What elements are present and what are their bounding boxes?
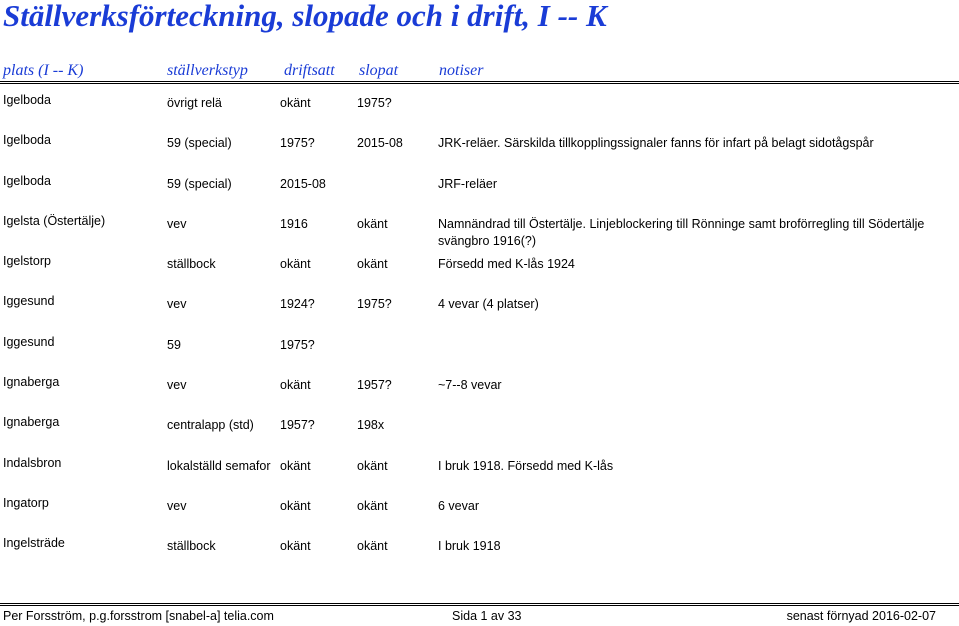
footer-updated: senast förnyad 2016-02-07 [786, 609, 936, 623]
cell-place: Ingelsträde [3, 536, 65, 551]
table-row [0, 535, 959, 575]
cell-in-service: 1975? [280, 337, 315, 352]
table-row [0, 414, 959, 454]
header-divider [0, 81, 959, 84]
column-header-place: plats (I -- K) [3, 62, 84, 79]
cell-type: lokalställd semafor [167, 458, 271, 473]
cell-removed: okänt [357, 498, 388, 513]
footer-divider [0, 603, 959, 606]
cell-place: Iggesund [3, 334, 55, 349]
column-headers [0, 62, 959, 82]
cell-notes: ~7--8 vevar [438, 378, 502, 393]
column-header-in-service: driftsatt [284, 62, 335, 79]
cell-type: vev [167, 378, 187, 393]
table-row [0, 455, 959, 495]
cell-in-service: okänt [280, 378, 311, 393]
cell-in-service: 1957? [280, 418, 315, 433]
cell-in-service: 1924? [280, 297, 315, 312]
cell-type: 59 [167, 337, 181, 352]
cell-removed: 1975? [357, 297, 392, 312]
cell-type: 59 (special) [167, 136, 232, 151]
column-header-removed: slopat [359, 62, 399, 79]
cell-place: Iggesund [3, 294, 55, 309]
table-row [0, 132, 959, 172]
cell-notes: Namnändrad till Östertälje. Linjeblockering till Rönninge samt broförregling till Södertälje svängbro 1916(?) [438, 216, 925, 248]
cell-place: Ignaberga [3, 415, 60, 430]
cell-in-service: 1916 [280, 216, 308, 231]
cell-place: Igelsta (Östertälje) [3, 213, 106, 228]
table-row [0, 173, 959, 213]
cell-in-service: okänt [280, 96, 311, 110]
table-row [0, 374, 959, 414]
table-body [0, 92, 959, 576]
cell-type: vev [167, 216, 187, 231]
cell-notes: Försedd med K-lås 1924 [438, 257, 575, 272]
footer-author: Per Forsström, p.g.forsstrom [snabel-a] telia.com [3, 609, 274, 623]
table-row [0, 495, 959, 535]
cell-type: centralapp (std) [167, 418, 254, 433]
table-row [0, 92, 959, 132]
cell-removed: okänt [357, 216, 388, 231]
cell-type: vev [167, 297, 187, 312]
column-header-type: ställverkstyp [167, 62, 248, 79]
cell-notes: JRF-reläer [438, 176, 498, 191]
cell-in-service: 1975? [280, 136, 315, 151]
cell-notes: I bruk 1918. Försedd med K-lås [438, 458, 614, 473]
table-row [0, 213, 959, 253]
cell-in-service: okänt [280, 498, 311, 513]
cell-place: Igelboda [3, 93, 51, 107]
cell-removed: okänt [357, 257, 388, 272]
cell-place: Ingatorp [3, 495, 49, 510]
cell-notes: 4 vevar (4 platser) [438, 297, 539, 312]
table-row [0, 334, 959, 374]
cell-type: ställbock [167, 257, 216, 272]
table-row [0, 253, 959, 293]
cell-in-service: 2015-08 [280, 176, 326, 191]
cell-removed: 198x [357, 418, 385, 433]
cell-removed: okänt [357, 539, 388, 554]
cell-place: Igelstorp [3, 254, 51, 269]
cell-type: övrigt relä [167, 96, 222, 110]
cell-place: Igelboda [3, 133, 51, 148]
cell-place: Igelboda [3, 173, 51, 188]
cell-in-service: okänt [280, 539, 311, 554]
cell-place: Ignaberga [3, 375, 60, 390]
cell-place: Indalsbron [3, 455, 62, 470]
table-row [0, 293, 959, 333]
cell-removed: 1975? [357, 96, 392, 110]
cell-notes: JRK-reläer. Särskilda tillkopplingssignaler fanns för infart på belagt sidotågspår [438, 136, 874, 151]
cell-in-service: okänt [280, 458, 311, 473]
cell-removed: 1957? [357, 378, 392, 393]
cell-notes: 6 vevar [438, 498, 479, 513]
cell-type: 59 (special) [167, 176, 232, 191]
cell-in-service: okänt [280, 257, 311, 272]
column-header-notes: notiser [439, 62, 484, 79]
cell-removed: 2015-08 [357, 136, 403, 151]
cell-type: ställbock [167, 539, 216, 554]
cell-removed: okänt [357, 458, 388, 473]
footer-page-info: Sida 1 av 33 [452, 609, 522, 623]
page-title: Ställverksförteckning, slopade och i drift, I -- K [3, 0, 607, 33]
cell-notes: I bruk 1918 [438, 539, 501, 554]
cell-type: vev [167, 498, 187, 513]
